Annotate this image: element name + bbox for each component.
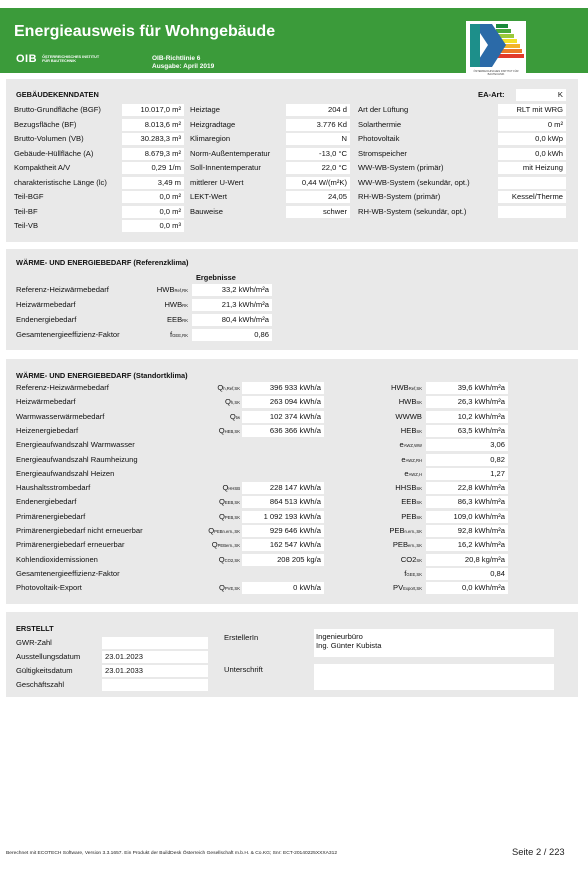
reference-symbol-main: HWB [164, 300, 183, 309]
site-q-symbol-sub: h,Ref,SK [223, 386, 240, 391]
site-s-symbol [360, 440, 422, 449]
created-label: Ausstellungsdatum [16, 652, 81, 661]
building-col1-label: Brutto-Grundfläche (BGF) [14, 105, 101, 114]
building-col3-value [498, 206, 566, 218]
site-s-symbol [360, 383, 422, 392]
guideline-edition: Ausgabe: April 2019 [152, 63, 215, 70]
site-q-symbol [178, 555, 240, 564]
reference-row [6, 298, 578, 312]
building-col3-label: WW-WB-System (primär) [358, 163, 444, 172]
site-s-symbol-main: PEB [389, 526, 405, 535]
reference-symbol-sub: RK [182, 303, 188, 308]
created-value: 23.01.2033 [102, 665, 208, 677]
site-s-symbol-main: e [404, 468, 409, 478]
site-row [6, 381, 578, 395]
site-s-value: 63,5 kWh/m²a [426, 425, 508, 437]
building-col1-label: Brutto-Volumen (VB) [14, 134, 84, 143]
site-s-symbol-sub: Ref,SK [408, 386, 422, 391]
building-col2-label: Klimaregion [190, 134, 231, 143]
site-q-value: 396 933 kWh/a [242, 382, 324, 394]
site-row [6, 424, 578, 438]
site-q-value: 228 147 kWh/a [242, 482, 324, 494]
site-label: Energieaufwandszahl Raumheizung [16, 454, 138, 464]
site-q-value: 102 374 kWh/a [242, 411, 324, 423]
site-q-symbol-sub: PVE,SK [224, 586, 240, 592]
created-title: ERSTELLT [16, 624, 54, 633]
oib-logo-subtext: ÖSTERREICHISCHES INSTITUT FÜR BAUTECHNIK [42, 54, 100, 63]
site-q-symbol-sub: CO2,SK [224, 557, 240, 563]
signature-field [314, 664, 554, 690]
reference-symbol-main: HWB [156, 285, 175, 294]
site-label: Referenz-Heizwärmebedarf [16, 383, 109, 392]
site-q-symbol [178, 483, 240, 492]
document-title: Energieausweis für Wohngebäude [14, 23, 276, 40]
site-q-value: 929 646 kWh/a [242, 525, 324, 537]
building-col3-value: 0,0 kWh [498, 148, 566, 160]
site-label: Gesamtenergieeffizienz-Faktor [16, 568, 120, 578]
reference-symbol-sub: RK [182, 318, 188, 323]
site-s-symbol-sub: n.ern.,SK [404, 529, 422, 534]
site-s-value: 16,2 kWh/m²a [426, 539, 508, 551]
site-label: Energieaufwandszahl Heizen [16, 468, 115, 478]
site-row [6, 581, 578, 595]
header-bar [0, 8, 588, 76]
building-col3-value: 0,0 kWp [498, 133, 566, 145]
site-s-symbol-main: HWB [391, 383, 409, 392]
site-label: Primärenergiebedarf erneuerbar [16, 540, 125, 550]
site-q-symbol [178, 512, 240, 521]
reference-symbol-main: f [170, 330, 173, 339]
site-s-symbol-main: CO2 [400, 554, 417, 564]
site-q-symbol-main: Q [218, 554, 225, 564]
site-s-symbol-main: e [399, 440, 404, 450]
oib-logo [16, 53, 102, 65]
site-s-value: 92,8 kWh/m²a [426, 525, 508, 537]
site-s-symbol-sub: AWZ,RH [405, 457, 422, 463]
reference-label: Gesamtenergieeffizienz-Faktor [16, 330, 120, 339]
site-s-symbol-main: HWB [398, 397, 417, 407]
site-q-value: 636 366 kWh/a [242, 425, 324, 437]
reference-row [6, 328, 578, 342]
site-s-symbol [360, 497, 422, 506]
site-s-symbol-sub: AWZ,WW [403, 443, 422, 449]
site-label: Endenergiebedarf [16, 497, 77, 507]
energy-logo-caption: ÖSTERREICHISCHES INSTITUT FÜR BAUTECHNIK [473, 70, 519, 76]
building-col1-value: 0,0 m² [122, 191, 184, 203]
site-q-symbol-main: Q [224, 397, 231, 407]
page-number: Seite 2 / 223 [512, 846, 565, 857]
site-label: Energieaufwandszahl Warmwasser [16, 440, 135, 450]
site-s-symbol [360, 397, 422, 406]
building-col1-label: Gebäude-Hüllfläche (A) [14, 148, 94, 158]
reference-row [6, 313, 578, 327]
building-col2-label: Bauweise [190, 206, 223, 216]
site-q-symbol-sub: h,SK [230, 400, 240, 406]
site-q-symbol-sub: HHSB [228, 486, 240, 492]
site-q-symbol-main: Q [218, 583, 225, 593]
site-label: Photovoltaik-Export [16, 583, 82, 593]
site-q-symbol [178, 397, 240, 406]
site-q-symbol [178, 426, 240, 435]
building-col3-label: Photovoltaik [358, 134, 400, 143]
oib-logo-text: OIB [16, 53, 38, 65]
building-col1-value: 8.679,3 m² [122, 148, 184, 160]
site-s-symbol-main: e [401, 454, 406, 464]
site-s-value: 10,2 kWh/m²a [426, 411, 508, 423]
building-col1-label: Kompaktheit A/V [14, 163, 71, 172]
building-col1-label: charakteristische Länge (lc) [14, 177, 107, 187]
building-col1-value: 30.283,3 m³ [122, 133, 184, 145]
site-s-value: 26,3 kWh/m²a [426, 396, 508, 408]
site-label: Kohlendioxidemissionen [16, 554, 98, 564]
site-s-symbol [360, 426, 422, 435]
site-row [6, 481, 578, 495]
reference-label: Referenz-Heizwärmebedarf [16, 285, 109, 294]
site-s-symbol [360, 469, 422, 478]
site-q-symbol [178, 540, 240, 549]
building-col3-label: Stromspeicher [358, 148, 407, 158]
building-col1-value: 8.013,6 m² [122, 119, 184, 131]
building-col3-value: RLT mit WRG [498, 104, 566, 116]
building-col2-value: schwer [286, 206, 350, 218]
site-row [6, 453, 578, 467]
building-col2-label: Norm-Außentemperatur [190, 148, 271, 158]
building-col1-value: 0,0 m³ [122, 220, 184, 232]
building-row [6, 132, 578, 146]
site-s-symbol-main: PEB [401, 511, 417, 521]
building-data-title: GEBÄUDEKENNDATEN [16, 90, 99, 99]
building-col1-label: Bezugsfläche (BF) [14, 119, 77, 129]
building-col1-value: 3,49 m [122, 177, 184, 189]
site-q-symbol-sub: PEBn.ern.,SK [214, 529, 240, 534]
creator-line-1: Ingenieurbüro [316, 632, 363, 641]
site-s-symbol [360, 569, 422, 578]
signature-label: Unterschrift [224, 665, 263, 674]
site-q-value: 0 kWh/a [242, 582, 324, 594]
site-s-symbol-main: EEB [401, 497, 417, 507]
building-col2-value: 0,44 W/(m²K) [286, 177, 350, 189]
ea-type-value: K [516, 89, 566, 101]
site-q-symbol-main: Q [229, 411, 236, 421]
site-s-symbol-main: PEB [392, 540, 409, 550]
creator-line-2: Ing. Günter Kubista [316, 641, 382, 650]
site-s-value: 109,0 kWh/m²a [426, 511, 508, 523]
building-col2-value: 3.776 Kd [286, 119, 350, 131]
reference-climate-title: WÄRME- UND ENERGIEBEDARF (Referenzklima) [16, 258, 189, 267]
building-col3-label: Art der Lüftung [358, 105, 409, 114]
building-col1-value: 10.017,0 m² [122, 104, 184, 116]
site-label: Warmwasserwärmebedarf [16, 411, 105, 421]
building-row [6, 103, 578, 117]
reference-climate-panel [6, 249, 578, 350]
building-col3-value: mit Heizung [498, 162, 566, 174]
site-q-symbol-sub: tw [235, 414, 240, 420]
building-col2-label: Heiztage [190, 105, 220, 114]
site-q-value: 208 205 kg/a [242, 554, 324, 566]
guideline-info [152, 55, 214, 71]
building-row [6, 161, 578, 175]
site-s-symbol-sub: SK [416, 428, 422, 434]
site-q-symbol-main: Q [218, 497, 225, 507]
site-s-symbol [360, 512, 422, 521]
site-row [6, 438, 578, 452]
creator-field [314, 629, 554, 657]
site-q-symbol-main: Q [218, 511, 225, 521]
site-q-symbol-main: Q [217, 383, 224, 392]
building-col2-label: mittlerer U-Wert [190, 177, 244, 187]
site-q-symbol [178, 412, 240, 421]
building-row [6, 190, 578, 204]
site-s-symbol [360, 583, 422, 592]
reference-symbol-main: EEB [166, 315, 183, 324]
site-s-value: 0,84 [426, 568, 508, 580]
ea-type-label: EA-Art: [478, 90, 505, 99]
created-panel [6, 612, 578, 697]
site-s-symbol-main: PV [393, 583, 404, 593]
site-s-value: 39,6 kWh/m²a [426, 382, 508, 394]
site-q-symbol-main: Q [211, 540, 218, 550]
site-s-symbol-sub: GEE,SK [406, 571, 422, 577]
reference-symbol-sub: Ref,RK [174, 288, 188, 293]
created-value: 23.01.2023 [102, 651, 208, 663]
building-col3-value: 0 m² [498, 119, 566, 131]
site-s-symbol-sub: SK [416, 500, 422, 506]
reference-symbol [136, 300, 188, 309]
reference-value: 80,4 kWh/m²a [192, 314, 272, 326]
site-s-value: 3,06 [426, 439, 508, 451]
reference-label: Endenergiebedarf [16, 315, 77, 324]
site-label: Primärenergiebedarf nicht erneuerbar [16, 526, 143, 535]
reference-row [6, 283, 578, 297]
building-col3-value: Kessel/Therme [498, 191, 566, 203]
site-row [6, 495, 578, 509]
building-col3-value [498, 177, 566, 189]
site-s-symbol-main: HEB [400, 425, 417, 435]
building-col3-label: RH-WB-System (sekundär, opt.) [358, 206, 467, 216]
site-q-symbol-sub: PEBern.,SK [217, 543, 240, 549]
building-col2-value: N [286, 133, 350, 145]
building-col2-label: LEKT-Wert [190, 192, 227, 201]
site-q-symbol [178, 383, 240, 392]
building-row [6, 219, 578, 233]
building-col2-value: 22,0 °C [286, 162, 350, 174]
building-row [6, 176, 578, 190]
site-s-value: 0,82 [426, 454, 508, 466]
site-row [6, 410, 578, 424]
site-s-symbol-main: f [404, 568, 407, 578]
site-q-symbol-sub: PEB,SK [224, 514, 240, 520]
site-s-value: 22,8 kWh/m²a [426, 482, 508, 494]
site-s-value: 0,0 kWh/m²a [426, 582, 508, 594]
building-col2-label: Soll-Innentemperatur [190, 163, 261, 172]
reference-symbol-sub: GEE,RK [172, 333, 188, 338]
reference-symbol [136, 315, 188, 324]
created-label: Gültigkeitsdatum [16, 666, 73, 675]
results-header: Ergebnisse [196, 273, 236, 282]
site-row [6, 467, 578, 481]
building-col1-value: 0,0 m² [122, 206, 184, 218]
building-col3-label: WW-WB-System (sekundär, opt.) [358, 177, 470, 187]
site-q-symbol-main: Q [218, 425, 225, 435]
guideline-name: OIB-Richtlinie 6 [152, 55, 201, 62]
reference-value: 0,86 [192, 329, 272, 341]
site-row [6, 524, 578, 538]
site-row [6, 510, 578, 524]
created-value [102, 637, 208, 649]
created-label: GWR-Zahl [16, 638, 52, 647]
site-s-symbol-sub: Export,SK [403, 586, 422, 592]
energy-scale-icon [466, 21, 526, 71]
energy-label-logo [466, 21, 526, 78]
created-label: Geschäftszahl [16, 680, 65, 689]
site-s-symbol-sub: SK [416, 486, 422, 492]
building-col2-value: -13,0 °C [286, 148, 350, 160]
site-s-value: 20,8 kg/m²a [426, 554, 508, 566]
site-s-symbol-main: WWWB [395, 411, 422, 421]
site-climate-title: WÄRME- UND ENERGIEBEDARF (Standortklima) [16, 371, 188, 380]
site-s-symbol [360, 483, 422, 492]
site-label: Heizwärmebedarf [16, 397, 76, 407]
building-col1-label: Teil-BF [14, 206, 38, 216]
site-q-value: 263 094 kWh/a [242, 396, 324, 408]
building-col2-value: 204 d [286, 104, 350, 116]
site-q-symbol-main: Q [222, 483, 229, 493]
building-col1-label: Teil-BGF [14, 192, 44, 201]
building-col1-label: Teil-VB [14, 221, 39, 230]
site-s-symbol-main: HHSB [395, 483, 417, 493]
site-s-symbol [360, 412, 422, 421]
site-climate-panel [6, 359, 578, 604]
site-q-symbol [178, 526, 240, 535]
creator-label: ErstellerIn [224, 633, 259, 642]
site-q-symbol-main: Q [208, 526, 215, 535]
site-s-symbol [360, 555, 422, 564]
reference-label: Heizwärmebedarf [16, 300, 76, 309]
site-q-value: 1 092 193 kWh/a [242, 511, 324, 523]
created-value [102, 679, 208, 691]
site-q-symbol [178, 497, 240, 506]
site-q-value: 864 513 kWh/a [242, 496, 324, 508]
site-q-symbol [178, 583, 240, 592]
building-data-panel [6, 79, 578, 242]
building-row [6, 118, 578, 132]
building-row [6, 147, 578, 161]
building-col2-value: 24,05 [286, 191, 350, 203]
site-row [6, 567, 578, 581]
site-row [6, 395, 578, 409]
reference-value: 33,2 kWh/m²a [192, 284, 272, 296]
site-q-symbol-sub: HEB,SK [224, 428, 240, 434]
site-s-symbol-sub: ern.,SK [408, 543, 422, 549]
building-col3-label: Solarthermie [358, 119, 402, 129]
site-s-symbol-sub: SK [416, 557, 422, 563]
site-q-symbol-sub: EEB,SK [224, 500, 240, 506]
site-s-value: 86,3 kWh/m²a [426, 496, 508, 508]
reference-value: 21,3 kWh/m²a [192, 299, 272, 311]
building-col1-value: 0,29 1/m [122, 162, 184, 174]
site-row [6, 538, 578, 552]
site-s-symbol [360, 526, 422, 535]
building-col3-label: RH-WB-System (primär) [358, 192, 441, 201]
site-label: Primärenergiebedarf [16, 511, 86, 521]
site-s-symbol-sub: SK [416, 514, 422, 520]
building-col2-label: Heizgradtage [190, 119, 236, 129]
site-s-value: 1,27 [426, 468, 508, 480]
site-label: Heizenergiebedarf [16, 425, 79, 435]
site-q-value: 162 547 kWh/a [242, 539, 324, 551]
software-footer: Berechnet mit ECOTECH Software, Version 3.3.1657. Ein Produkt der BuildDesk Österreich Gesellschaft m.b.H. & Co.KG; Snr: ECT-20140225XXXA312 [6, 851, 338, 856]
reference-symbol [136, 330, 188, 339]
site-s-symbol-sub: AWZ,H [408, 471, 422, 477]
site-s-symbol [360, 455, 422, 464]
building-row [6, 205, 578, 219]
site-label: Haushaltsstrombedarf [16, 483, 91, 493]
reference-symbol [136, 285, 188, 294]
site-s-symbol [360, 540, 422, 549]
site-row [6, 553, 578, 567]
site-s-symbol-sub: SK [416, 400, 422, 406]
